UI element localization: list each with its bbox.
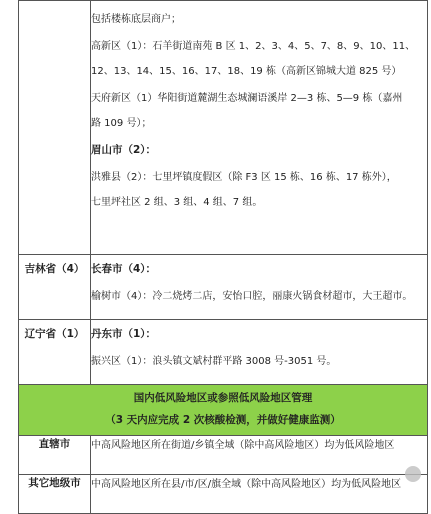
banner-title: 国内低风险地区或参照低风险地区管理 — [133, 392, 313, 404]
table-row — [19, 475, 428, 514]
category-text: 中高风险地区所在街道/乡镇全域（除中高风险地区）均为低风险地区 — [91, 436, 428, 475]
section-banner — [19, 385, 428, 436]
table-row — [19, 1, 428, 255]
category-label: 直辖市 — [19, 436, 91, 475]
city-heading: 眉山市（2）： — [91, 144, 157, 156]
category-label: 其它地级市 — [19, 475, 91, 514]
city-heading: 丹东市（1）： — [91, 328, 157, 340]
category-text: 中高风险地区所在县/市/区/旗全域（除中高风险地区）均为低风险地区 — [91, 475, 428, 514]
watermark-icon — [405, 466, 421, 482]
detail-cell — [91, 255, 428, 320]
detail-line: 包括楼栋底层商户； — [91, 14, 181, 25]
province-cell-empty — [19, 1, 91, 255]
province-cell: 吉林省（4） — [19, 255, 91, 320]
detail-line: 洪雅县（2）：七里坪镇度假区（除 F3 区 15 栋、16 栋、17 栋外）， — [91, 172, 397, 183]
detail-cell — [91, 1, 428, 255]
city-heading: 长春市（4）： — [91, 263, 157, 275]
detail-line: 高新区（1）：石羊街道南苑 B 区 1、2、3、4、5、7、8、9、10、11、 — [91, 41, 416, 52]
detail-cell — [91, 320, 428, 385]
table-row — [19, 255, 428, 320]
detail-line: 12、13、14、15、16、17、18、19 栋（高新区锦城大道 825 号） — [91, 66, 402, 77]
detail-line: 榆树市（4）：冷二烧烤二店，安怡口腔，丽康火锅食材超市，大王超市。 — [91, 291, 413, 302]
detail-line: 天府新区（1）华阳街道麓湖生态城澜语溪岸 2—3 栋、5—9 栋（嘉州 — [91, 93, 403, 104]
table-row — [19, 385, 428, 436]
risk-area-table — [18, 0, 428, 514]
detail-line: 路 109 号）； — [91, 118, 152, 129]
detail-line: 振兴区（1）：浪头镇文斌村群平路 3008 号-3051 号。 — [91, 356, 337, 367]
table-row — [19, 320, 428, 385]
table-row — [19, 436, 428, 475]
province-cell: 辽宁省（1） — [19, 320, 91, 385]
banner-subtitle: （3 天内应完成 2 次核酸检测，并做好健康监测） — [105, 414, 341, 426]
detail-line: 七里坪社区 2 组、3 组、4 组、7 组。 — [91, 197, 263, 208]
